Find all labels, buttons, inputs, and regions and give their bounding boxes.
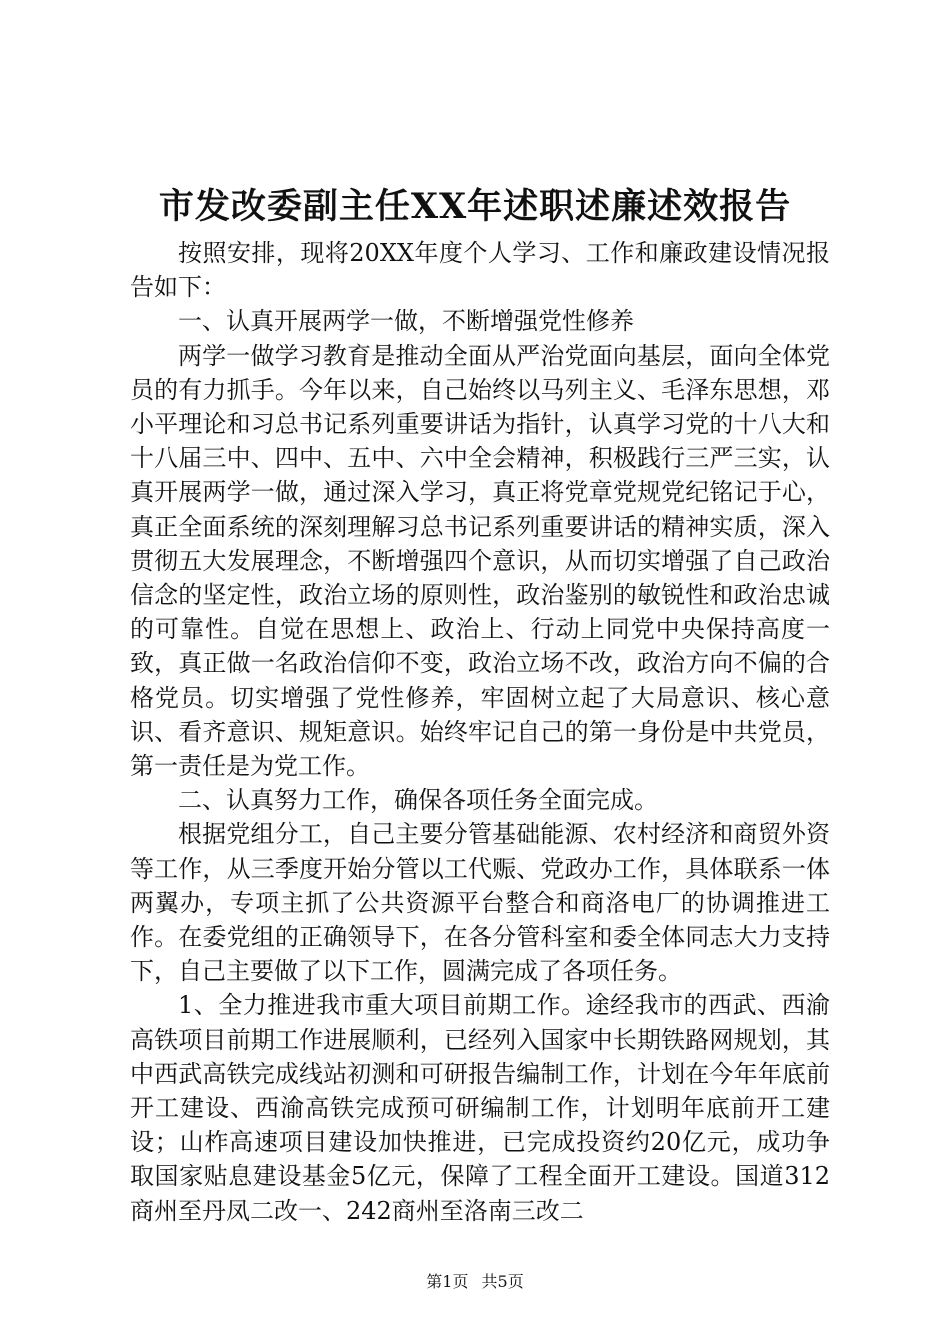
page-total: 共5页 — [481, 1272, 524, 1291]
section-2-paragraph: 根据党组分工，自己主要分管基础能源、农村经济和商贸外资等工作，从三季度开始分管以工代赈、党政办工作，具体联系一体两翼办，专项主抓了公共资源平台整合和商洛电厂的协调推进工作。在委党组的正确领导下，在各分管科室和委全体同志大力支持下，自己主要做了以下工作，圆满完成了各项任务。 — [130, 820, 830, 986]
page-number: 第1页 — [426, 1272, 469, 1291]
section-heading-1: 一、认真开展两学一做，不断增强党性修养 — [178, 307, 634, 336]
intro-paragraph: 按照安排，现将20XX年度个人学习、工作和廉政建设情况报告如下： — [130, 239, 830, 302]
section-heading-2: 二、认真努力工作，确保各项任务全面完成。 — [178, 786, 658, 815]
document-body — [130, 236, 830, 1228]
document-title: 市发改委副主任XX年述职述廉述效报告 — [158, 186, 792, 227]
section-1-paragraph: 两学一做学习教育是推动全面从严治党面向基层，面向全体党员的有力抓手。今年以来，自己始终以马列主义、毛泽东思想，邓小平理论和习总书记系列重要讲话为指针，认真学习党的十八大和十八届三中、四中、五中、六中全会精神，积极践行三严三实，认真开展两学一做，通过深入学习，真正将党章党规党纪铭记于心，真正全面系统的深刻理解习总书记系列重要讲话的精神实质，深入贯彻五大发展理念，不断增强四个意识，从而切实增强了自己政治信念的坚定性，政治立场的原则性，政治鉴别的敏锐性和政治忠诚的可靠性。自觉在思想上、政治上、行动上同党中央保持高度一致，真正做一名政治信仰不变，政治立场不改，政治方向不偏的合格党员。切实增强了党性修养，牢固树立起了大局意识、核心意识、看齐意识、规矩意识。始终牢记自己的第一身份是中共党员，第一责任是为党工作。 — [130, 341, 830, 781]
item-1-paragraph: 1、全力推进我市重大项目前期工作。途经我市的西武、西渝高铁项目前期工作进展顺利，已经列入国家中长期铁路网规划，其中西武高铁完成线站初测和可研报告编制工作，计划在今年年底前开工建设、西渝高铁完成预可研编制工作，计划明年底前开工建设；山柞高速项目建设加快推进，已完成投资约20亿元，成功争取国家贴息建设基金5亿元，保障了工程全面开工建设。国道312商州至丹凤二改一、242商州至洛南三改二 — [130, 991, 830, 1225]
page-footer — [0, 1271, 950, 1293]
